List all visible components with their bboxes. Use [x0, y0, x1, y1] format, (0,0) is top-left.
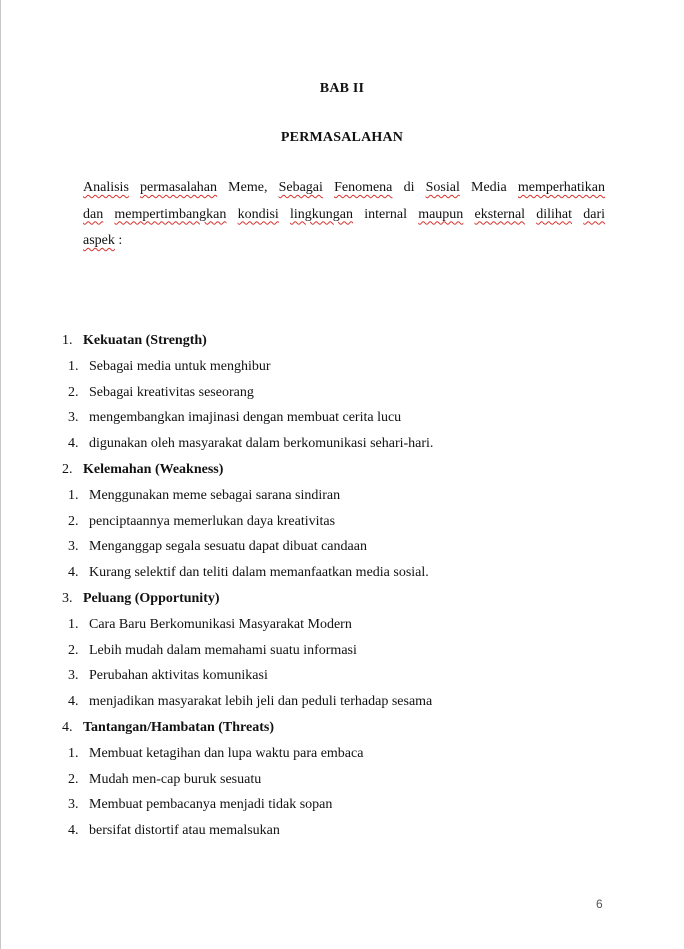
misspelled-word: lingkungan	[290, 206, 354, 222]
section-heading	[0, 586, 684, 612]
list-item	[0, 818, 684, 844]
list-item-number: 2.	[68, 513, 79, 529]
intro-text-run	[279, 207, 290, 222]
list-item-number: 3.	[68, 539, 79, 555]
list-item	[0, 431, 684, 457]
misspelled-word: Fenomena	[334, 180, 393, 195]
list-item-text: Lebih mudah dalam memahami suatu informasi	[89, 642, 357, 658]
list-item	[0, 380, 684, 406]
list-item	[0, 405, 684, 431]
list-item	[0, 792, 684, 818]
list-item-text: bersifat distortif atau memalsukan	[89, 823, 280, 839]
chapter-heading: BAB II	[319, 81, 365, 96]
intro-text-run	[226, 207, 237, 222]
list-item-number: 3.	[68, 668, 79, 684]
section-heading	[0, 457, 684, 483]
list-item-text: Sebagai media untuk menghibur	[89, 358, 271, 374]
list-item-text: Menggunakan meme sebagai sarana sindiran	[89, 487, 341, 503]
list-item-text: penciptaannya memerlukan daya kreativitas	[89, 513, 336, 529]
misspelled-word: kondisi	[237, 206, 279, 222]
list-item-text: digunakan oleh masyarakat dalam berkomunikasi sehari-hari.	[89, 436, 434, 452]
intro-text-run: Media	[459, 180, 518, 195]
list-item	[0, 534, 684, 560]
intro-line	[83, 202, 605, 229]
list-item-number: 3.	[68, 797, 79, 813]
list-item-number: 1.	[68, 358, 79, 374]
list-item-text: Mudah men-cap buruk sesuatu	[89, 771, 262, 787]
intro-line	[83, 228, 605, 255]
list-item	[0, 689, 684, 715]
intro-text-run	[103, 207, 114, 222]
intro-text-run	[525, 207, 536, 222]
misspelled-word: memperhatikan	[517, 180, 605, 195]
list-item-number: 3.	[68, 410, 79, 426]
chapter-title: PERMASALAHAN	[280, 130, 404, 145]
list-item	[0, 741, 684, 767]
intro-text-run	[572, 207, 583, 222]
list-item-number: 4.	[68, 823, 79, 839]
intro-text-run: di	[392, 180, 426, 195]
misspelled-word: mempertimbangkan	[114, 206, 227, 222]
misspelled-word: Analisis	[83, 180, 129, 195]
misspelled-word: dari	[583, 206, 605, 222]
intro-text-run	[463, 207, 474, 222]
intro-text-run: internal	[353, 206, 419, 222]
intro-paragraph	[83, 175, 605, 255]
list-item	[0, 509, 684, 535]
list-item-number: 1.	[68, 745, 79, 761]
list-item-number: 2.	[68, 771, 79, 787]
misspelled-word: dan	[83, 206, 104, 222]
section-number: 2.	[62, 461, 73, 477]
list-item	[0, 560, 684, 586]
list-item-number: 2.	[68, 642, 79, 658]
list-item	[0, 483, 684, 509]
misspelled-word: maupun	[418, 206, 464, 222]
list-item-text: Kurang selektif dan teliti dalam memanfaatkan media sosial.	[89, 565, 429, 581]
intro-text-run: :	[114, 233, 123, 248]
list-item-number: 2.	[68, 384, 79, 400]
misspelled-word: dilihat	[536, 206, 573, 222]
list-item	[0, 354, 684, 380]
misspelled-word: Sebagai	[278, 180, 323, 195]
intro-text-run: Meme,	[217, 180, 279, 195]
list-item-text: Sebagai kreativitas seseorang	[89, 384, 254, 400]
intro-text-run	[323, 180, 334, 195]
list-item-text: Menganggap segala sesuatu dapat dibuat candaan	[89, 539, 367, 555]
misspelled-word: Sosial	[425, 180, 460, 195]
section-title: Kelemahan (Weakness)	[83, 461, 224, 477]
list-item	[0, 663, 684, 689]
intro-text-run	[129, 180, 140, 195]
section-title: Peluang (Opportunity)	[83, 590, 220, 606]
misspelled-word: eksternal	[474, 206, 526, 222]
list-item-text: menjadikan masyarakat lebih jeli dan peduli terhadap sesama	[89, 694, 433, 710]
list-item-text: Membuat pembacanya menjadi tidak sopan	[89, 797, 333, 813]
list-item-text: Membuat ketagihan dan lupa waktu para embaca	[89, 745, 364, 761]
list-item-text: mengembangkan imajinasi dengan membuat cerita lucu	[89, 410, 402, 426]
section-heading	[0, 715, 684, 741]
section-number: 3.	[62, 590, 73, 606]
list-item-number: 4.	[68, 694, 79, 710]
list-item-number: 4.	[68, 565, 79, 581]
misspelled-word: aspek	[83, 233, 115, 248]
page-number: 6	[596, 897, 603, 911]
list-item	[0, 767, 684, 793]
section-title: Kekuatan (Strength)	[83, 333, 207, 348]
list-item-text: Perubahan aktivitas komunikasi	[89, 668, 268, 684]
list-item-number: 1.	[68, 487, 79, 503]
intro-line	[83, 175, 605, 202]
misspelled-word: permasalahan	[140, 180, 218, 195]
swot-sections	[0, 328, 684, 844]
list-item-text: Cara Baru Berkomunikasi Masyarakat Modern	[89, 616, 352, 632]
list-item-number: 4.	[68, 436, 79, 452]
section-heading	[0, 328, 684, 354]
section-number: 1.	[62, 333, 73, 348]
section-title: Tantangan/Hambatan (Threats)	[83, 719, 274, 735]
list-item-number: 1.	[68, 616, 79, 632]
list-item	[0, 638, 684, 664]
list-item	[0, 612, 684, 638]
section-number: 4.	[62, 719, 73, 735]
